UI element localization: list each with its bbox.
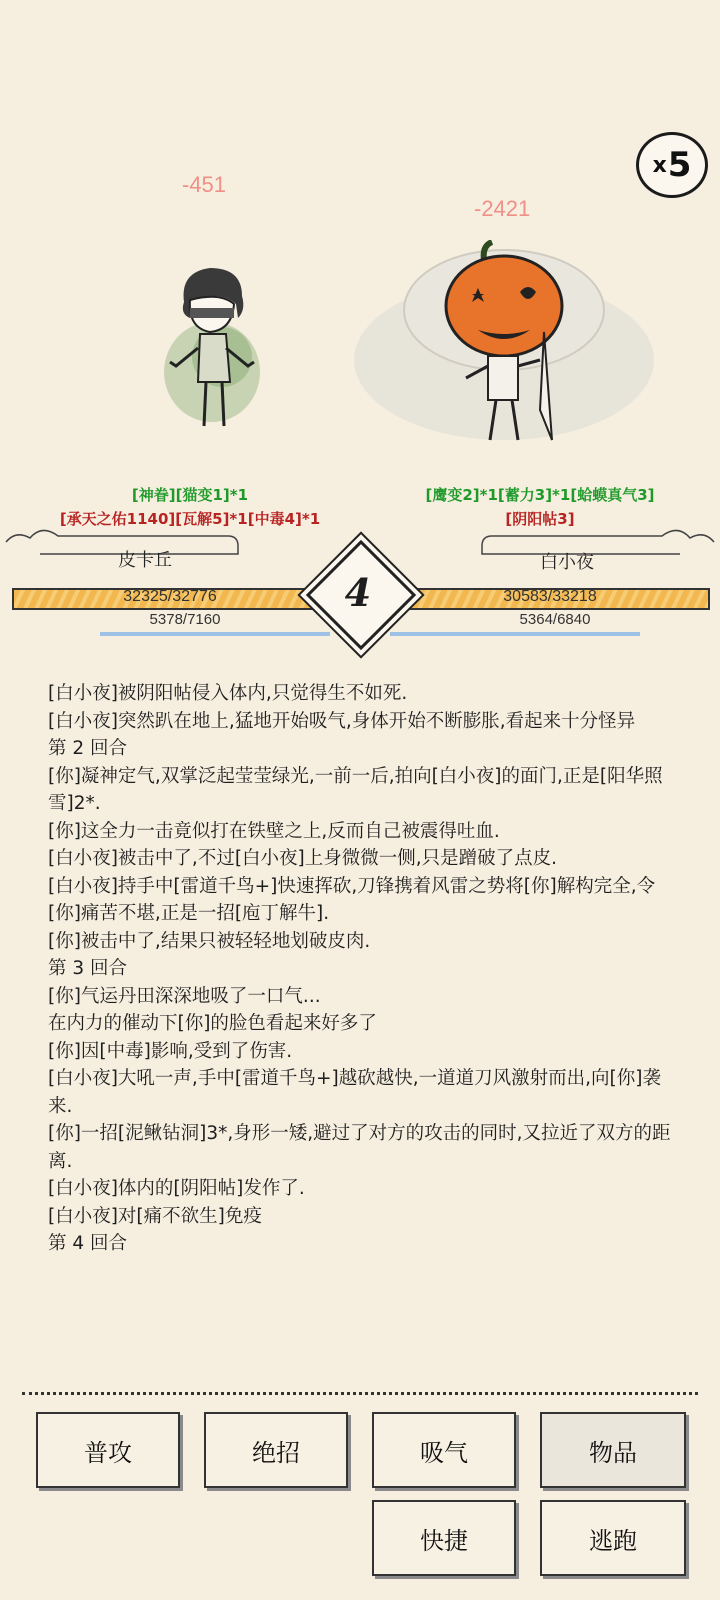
log-line: [白小夜]对[痛不欲生]免疫 [48, 1205, 262, 1227]
enemy-name: 白小夜 [540, 552, 594, 573]
log-line: 第 3 回合 [48, 958, 128, 979]
battle-log[interactable] [48, 680, 672, 1258]
log-line: [白小夜]大吼一声,手中[雷道千鸟+]越砍越快,一道道刀风激射而出,向[你]袭来. [48, 1068, 661, 1117]
flee-button[interactable]: 逃跑 [540, 1500, 686, 1576]
player-name: 皮卡丘 [118, 550, 172, 571]
log-line: [你]这全力一击竟似打在铁壁之上,反而自己被震得吐血. [48, 820, 500, 842]
items-button[interactable]: 物品 [540, 1412, 686, 1488]
log-line: 第 2 回合 [48, 738, 128, 759]
log-line: 第 4 回合 [48, 1233, 128, 1254]
log-line: [白小夜]突然趴在地上,猛地开始吸气,身体开始不断膨胀,看起来十分怪异 [48, 710, 636, 732]
divider [22, 1392, 698, 1395]
log-line: [你]被击中了,结果只被轻轻地划破皮肉. [48, 930, 371, 952]
speed-toggle-button[interactable]: x 5 [636, 132, 708, 198]
quick-button[interactable]: 快捷 [372, 1500, 516, 1576]
enemy-mp-bar [390, 632, 640, 636]
log-line: [你]因[中毒]影响,受到了伤害. [48, 1040, 293, 1062]
enemy-hp-text: 30583/33218 [503, 588, 597, 605]
player-status-debuffs: [承天之佑1140][瓦解5]*1[中毒4]*1 [59, 510, 321, 528]
log-line: [白小夜]持手中[雷道千鸟+]快速挥砍,刀锋携着风雷之势将[你]解构完全,令[你]痛苦不堪,正是一招[庖丁解牛]. [48, 875, 656, 924]
player-damage-number: -451 [182, 172, 227, 197]
player-mp-bar [100, 632, 330, 636]
player-hp-text: 32325/32776 [123, 588, 217, 605]
log-line: [白小夜]被阴阳帖侵入体内,只觉得生不如死. [48, 683, 408, 704]
round-number: 4 [344, 569, 372, 615]
breathe-button[interactable]: 吸气 [372, 1412, 516, 1488]
enemy-status-debuffs: [阴阳帖3] [505, 510, 575, 528]
log-line: [白小夜]被击中了,不过[白小夜]上身微微一侧,只是蹭破了点皮. [48, 848, 558, 869]
enemy-damage-number: -2421 [474, 196, 531, 221]
ultimate-button[interactable]: 绝招 [204, 1412, 348, 1488]
log-line: 在内力的催动下[你]的脸色看起来好多了 [48, 1013, 377, 1034]
player-character-sprite [150, 262, 270, 442]
attack-button[interactable]: 普攻 [36, 1412, 180, 1488]
enemy-status-buffs: [鹰变2]*1[蓄力3]*1[蛤蟆真气3] [425, 486, 655, 504]
log-line: [你]气运丹田深深地吸了一口气... [48, 985, 321, 1007]
player-status-buffs: [神眷][猫变1]*1 [131, 486, 249, 504]
enemy-character-sprite [354, 240, 664, 450]
log-line: [你]一招[泥鳅钻洞]3*,身形一矮,避过了对方的攻击的同时,又拉近了双方的距离. [48, 1123, 671, 1172]
player-mp-text: 5378/7160 [149, 611, 221, 628]
log-line: [你]凝神定气,双掌泛起莹莹绿光,一前一后,拍向[白小夜]的面门,正是[阳华照雪]2*. [48, 765, 663, 814]
enemy-mp-text: 5364/6840 [519, 611, 591, 628]
log-line: [白小夜]体内的[阴阳帖]发作了. [48, 1178, 305, 1199]
